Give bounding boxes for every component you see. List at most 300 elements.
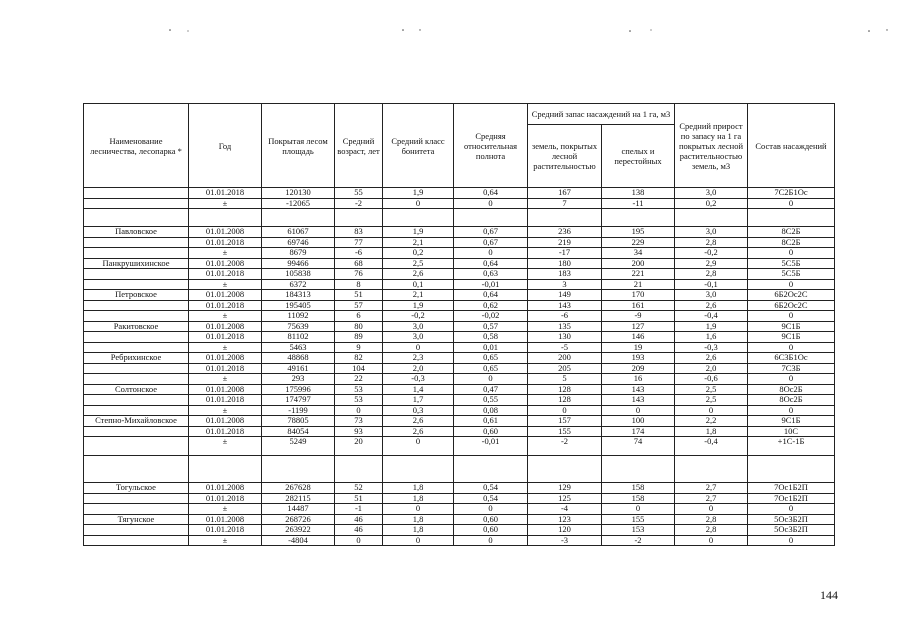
year-cell: 01.01.2018 <box>189 525 262 536</box>
avg-growth-cell: 2,5 <box>675 384 748 395</box>
avg-age-cell: 52 <box>335 483 383 494</box>
empty-cell <box>383 456 454 483</box>
stock-mature-cell: 143 <box>602 384 675 395</box>
forest-area-cell: 8679 <box>262 248 335 259</box>
avg-bonitet-cell: 2,0 <box>383 363 454 374</box>
avg-bonitet-cell: 1,8 <box>383 525 454 536</box>
forest-area-cell: 14487 <box>262 504 335 515</box>
table-row <box>84 384 835 395</box>
empty-cell <box>675 456 748 483</box>
table-row <box>84 279 835 290</box>
empty-cell <box>84 209 189 227</box>
avg-age-cell: 6 <box>335 311 383 322</box>
avg-growth-cell: 2,9 <box>675 258 748 269</box>
avg-density-cell: 0,67 <box>454 237 528 248</box>
empty-cell <box>602 209 675 227</box>
avg-density-cell: 0,62 <box>454 300 528 311</box>
forest-area-cell: 75639 <box>262 321 335 332</box>
forestry-name-cell <box>84 395 189 406</box>
year-cell: 01.01.2008 <box>189 258 262 269</box>
avg-growth-cell: 0 <box>675 504 748 515</box>
table-row <box>84 535 835 546</box>
avg-growth-cell: 1,9 <box>675 321 748 332</box>
stock-mature-cell: 74 <box>602 437 675 456</box>
avg-bonitet-cell: -0,3 <box>383 374 454 385</box>
year-cell: ± <box>189 279 262 290</box>
forestry-name-cell: Степно-Михайловское <box>84 416 189 427</box>
year-cell: 01.01.2008 <box>189 416 262 427</box>
avg-density-cell: 0 <box>454 535 528 546</box>
composition-cell: 0 <box>748 374 835 385</box>
year-cell: 01.01.2018 <box>189 493 262 504</box>
table-row <box>84 332 835 343</box>
stock-covered-cell: 205 <box>528 363 602 374</box>
avg-bonitet-cell: 1,4 <box>383 384 454 395</box>
avg-density-cell: 0,64 <box>454 188 528 199</box>
empty-cell <box>189 456 262 483</box>
year-cell: 01.01.2008 <box>189 353 262 364</box>
avg-growth-cell: 1,8 <box>675 426 748 437</box>
table-row <box>84 483 835 494</box>
forestry-name-cell: Ракитовское <box>84 321 189 332</box>
stock-mature-cell: 146 <box>602 332 675 343</box>
composition-cell: 5С5Б <box>748 269 835 280</box>
avg-growth-cell: 2,8 <box>675 525 748 536</box>
avg-density-cell: 0,65 <box>454 363 528 374</box>
avg-growth-cell: -0,4 <box>675 437 748 456</box>
forestry-name-cell <box>84 269 189 280</box>
forestry-name-cell: Панкрушихинское <box>84 258 189 269</box>
table-row <box>84 258 835 269</box>
table-row <box>84 188 835 199</box>
table-row <box>84 269 835 280</box>
stock-mature-cell: 174 <box>602 426 675 437</box>
avg-growth-cell: -0,4 <box>675 311 748 322</box>
forest-area-cell: -12065 <box>262 198 335 209</box>
composition-cell: 9С1Б <box>748 416 835 427</box>
stock-mature-cell: 200 <box>602 258 675 269</box>
avg-growth-cell: -0,1 <box>675 279 748 290</box>
empty-cell <box>335 209 383 227</box>
empty-cell <box>262 456 335 483</box>
header-growth: Средний прирост по запасу на 1 га покрытых лесной растительностью земель, м3 <box>675 104 748 188</box>
stock-mature-cell: 155 <box>602 514 675 525</box>
composition-cell: 0 <box>748 311 835 322</box>
header-composition: Состав насаждений <box>748 104 835 188</box>
forest-area-cell: 6372 <box>262 279 335 290</box>
composition-cell: 8С2Б <box>748 227 835 238</box>
stock-mature-cell: 153 <box>602 525 675 536</box>
table-row <box>84 321 835 332</box>
stock-mature-cell: 221 <box>602 269 675 280</box>
stock-mature-cell: 158 <box>602 483 675 494</box>
year-cell: 01.01.2008 <box>189 514 262 525</box>
stock-mature-cell: 100 <box>602 416 675 427</box>
composition-cell: 0 <box>748 198 835 209</box>
avg-age-cell: 76 <box>335 269 383 280</box>
composition-cell: 6Б2Ос2С <box>748 300 835 311</box>
avg-growth-cell: 0,2 <box>675 198 748 209</box>
avg-bonitet-cell: 0 <box>383 342 454 353</box>
forestry-name-cell <box>84 237 189 248</box>
forestry-name-cell <box>84 504 189 515</box>
avg-age-cell: -6 <box>335 248 383 259</box>
stock-mature-cell: 229 <box>602 237 675 248</box>
stock-mature-cell: 193 <box>602 353 675 364</box>
forest-area-cell: 175996 <box>262 384 335 395</box>
avg-growth-cell: -0,6 <box>675 374 748 385</box>
empty-cell <box>262 209 335 227</box>
avg-bonitet-cell: 1,9 <box>383 300 454 311</box>
avg-density-cell: 0,54 <box>454 493 528 504</box>
year-cell: 01.01.2008 <box>189 290 262 301</box>
stock-mature-cell: 170 <box>602 290 675 301</box>
avg-growth-cell: 2,7 <box>675 493 748 504</box>
avg-age-cell: 73 <box>335 416 383 427</box>
stock-mature-cell: -11 <box>602 198 675 209</box>
forestry-name-cell <box>84 248 189 259</box>
composition-cell: 0 <box>748 504 835 515</box>
avg-bonitet-cell: 0 <box>383 535 454 546</box>
empty-cell <box>84 456 189 483</box>
forestry-name-cell <box>84 525 189 536</box>
stock-covered-cell: 0 <box>528 405 602 416</box>
avg-bonitet-cell: 3,0 <box>383 321 454 332</box>
year-cell: ± <box>189 198 262 209</box>
forest-area-cell: 282115 <box>262 493 335 504</box>
avg-age-cell: 80 <box>335 321 383 332</box>
composition-cell: 5С5Б <box>748 258 835 269</box>
avg-age-cell: 0 <box>335 405 383 416</box>
empty-cell <box>748 209 835 227</box>
forestry-name-cell <box>84 311 189 322</box>
stock-covered-cell: 180 <box>528 258 602 269</box>
avg-growth-cell: 2,5 <box>675 395 748 406</box>
avg-density-cell: 0,47 <box>454 384 528 395</box>
composition-cell: 10С <box>748 426 835 437</box>
stock-covered-cell: -3 <box>528 535 602 546</box>
forest-area-cell: 184313 <box>262 290 335 301</box>
forest-area-cell: 195405 <box>262 300 335 311</box>
year-cell: 01.01.2018 <box>189 426 262 437</box>
avg-growth-cell: 2,2 <box>675 416 748 427</box>
forest-area-cell: 61067 <box>262 227 335 238</box>
avg-age-cell: 51 <box>335 290 383 301</box>
stock-covered-cell: 130 <box>528 332 602 343</box>
avg-age-cell: 53 <box>335 395 383 406</box>
year-cell: 01.01.2018 <box>189 363 262 374</box>
forest-area-cell: 69746 <box>262 237 335 248</box>
forestry-name-cell <box>84 332 189 343</box>
avg-age-cell: 53 <box>335 384 383 395</box>
stock-covered-cell: 236 <box>528 227 602 238</box>
table-row <box>84 248 835 259</box>
table-row <box>84 290 835 301</box>
forest-area-cell: 268726 <box>262 514 335 525</box>
year-cell: 01.01.2018 <box>189 237 262 248</box>
composition-cell: 7С2Б1Ос <box>748 188 835 199</box>
avg-growth-cell: 2,6 <box>675 353 748 364</box>
composition-cell: 0 <box>748 248 835 259</box>
avg-growth-cell: -0,3 <box>675 342 748 353</box>
table-row <box>84 514 835 525</box>
stock-mature-cell: 161 <box>602 300 675 311</box>
avg-age-cell: 104 <box>335 363 383 374</box>
forestry-name-cell: Тогульское <box>84 483 189 494</box>
stock-mature-cell: 19 <box>602 342 675 353</box>
forest-area-cell: -4804 <box>262 535 335 546</box>
composition-cell: 7Ос1Б2П <box>748 483 835 494</box>
empty-cell <box>454 456 528 483</box>
forestry-name-cell: Тягунское <box>84 514 189 525</box>
avg-growth-cell: 2,8 <box>675 269 748 280</box>
avg-age-cell: 46 <box>335 525 383 536</box>
composition-cell: +1С-1Б <box>748 437 835 456</box>
stock-covered-cell: 219 <box>528 237 602 248</box>
table-row <box>84 395 835 406</box>
stock-mature-cell: -9 <box>602 311 675 322</box>
forest-area-cell: 84054 <box>262 426 335 437</box>
forestry-name-cell <box>84 198 189 209</box>
avg-bonitet-cell: 0,1 <box>383 279 454 290</box>
avg-bonitet-cell: 2,6 <box>383 426 454 437</box>
table-row <box>84 300 835 311</box>
year-cell: ± <box>189 437 262 456</box>
composition-cell: 8Ос2Б <box>748 384 835 395</box>
forest-area-cell: 11092 <box>262 311 335 322</box>
forestry-name-cell <box>84 188 189 199</box>
avg-density-cell: 0 <box>454 504 528 515</box>
composition-cell: 8С2Б <box>748 237 835 248</box>
stock-covered-cell: 123 <box>528 514 602 525</box>
forestry-name-cell: Павловское <box>84 227 189 238</box>
forest-area-cell: 99466 <box>262 258 335 269</box>
forestry-name-cell <box>84 535 189 546</box>
stock-mature-cell: 16 <box>602 374 675 385</box>
avg-bonitet-cell: 2,1 <box>383 237 454 248</box>
stock-mature-cell: 0 <box>602 405 675 416</box>
avg-growth-cell: 2,0 <box>675 363 748 374</box>
stock-mature-cell: 138 <box>602 188 675 199</box>
composition-cell: 0 <box>748 405 835 416</box>
stock-covered-cell: 149 <box>528 290 602 301</box>
avg-bonitet-cell: 1,9 <box>383 188 454 199</box>
avg-density-cell: 0,64 <box>454 290 528 301</box>
table-row <box>84 416 835 427</box>
stock-covered-cell: 129 <box>528 483 602 494</box>
stock-mature-cell: 158 <box>602 493 675 504</box>
composition-cell: 6С3Б1Ос <box>748 353 835 364</box>
header-density: Средняя относительная полнота <box>454 104 528 188</box>
avg-growth-cell: 2,8 <box>675 514 748 525</box>
year-cell: 01.01.2008 <box>189 227 262 238</box>
avg-growth-cell: 1,6 <box>675 332 748 343</box>
table-row <box>84 525 835 536</box>
avg-density-cell: 0,60 <box>454 426 528 437</box>
table-row <box>84 405 835 416</box>
year-cell: ± <box>189 248 262 259</box>
stock-covered-cell: 167 <box>528 188 602 199</box>
table-row <box>84 342 835 353</box>
year-cell: ± <box>189 405 262 416</box>
avg-bonitet-cell: 1,8 <box>383 493 454 504</box>
avg-growth-cell: 0 <box>675 405 748 416</box>
empty-cell <box>454 209 528 227</box>
avg-age-cell: 82 <box>335 353 383 364</box>
empty-cell <box>602 456 675 483</box>
composition-cell: 9С1Б <box>748 332 835 343</box>
avg-bonitet-cell: 1,8 <box>383 483 454 494</box>
forest-area-cell: 81102 <box>262 332 335 343</box>
avg-bonitet-cell: 0 <box>383 198 454 209</box>
stock-covered-cell: -5 <box>528 342 602 353</box>
stock-mature-cell: 143 <box>602 395 675 406</box>
avg-bonitet-cell: 1,8 <box>383 514 454 525</box>
avg-growth-cell: 2,7 <box>675 483 748 494</box>
forestry-name-cell: Ребрихинское <box>84 353 189 364</box>
avg-density-cell: 0,58 <box>454 332 528 343</box>
avg-bonitet-cell: 2,6 <box>383 416 454 427</box>
avg-density-cell: -0,01 <box>454 279 528 290</box>
avg-growth-cell: 3,0 <box>675 290 748 301</box>
avg-density-cell: 0,54 <box>454 483 528 494</box>
composition-cell: 9С1Б <box>748 321 835 332</box>
avg-bonitet-cell: 0,3 <box>383 405 454 416</box>
avg-age-cell: 0 <box>335 535 383 546</box>
stock-covered-cell: -17 <box>528 248 602 259</box>
forest-stats-table <box>83 103 835 546</box>
year-cell: 01.01.2018 <box>189 332 262 343</box>
stock-covered-cell: 157 <box>528 416 602 427</box>
avg-age-cell: 51 <box>335 493 383 504</box>
stock-mature-cell: 209 <box>602 363 675 374</box>
header-bonitet: Средний класс бонитета <box>383 104 454 188</box>
empty-cell <box>528 456 602 483</box>
page-number: 144 <box>820 588 838 602</box>
avg-age-cell: 83 <box>335 227 383 238</box>
avg-age-cell: 22 <box>335 374 383 385</box>
avg-growth-cell: 0 <box>675 535 748 546</box>
forest-area-cell: 120130 <box>262 188 335 199</box>
stock-covered-cell: 5 <box>528 374 602 385</box>
avg-growth-cell: -0,2 <box>675 248 748 259</box>
header-name: Наименование лесничества, лесопарка * <box>84 104 189 188</box>
avg-density-cell: 0,01 <box>454 342 528 353</box>
avg-age-cell: 89 <box>335 332 383 343</box>
empty-cell <box>675 209 748 227</box>
forestry-name-cell <box>84 493 189 504</box>
avg-age-cell: 20 <box>335 437 383 456</box>
forestry-name-cell: Петровское <box>84 290 189 301</box>
avg-density-cell: 0,63 <box>454 269 528 280</box>
avg-age-cell: 93 <box>335 426 383 437</box>
composition-cell: 5Ос3Б2П <box>748 525 835 536</box>
avg-age-cell: 57 <box>335 300 383 311</box>
empty-cell <box>748 456 835 483</box>
header-area: Покрытая лесом площадь <box>262 104 335 188</box>
table-row <box>84 198 835 209</box>
forestry-name-cell <box>84 374 189 385</box>
avg-density-cell: 0 <box>454 374 528 385</box>
table-row <box>84 493 835 504</box>
stock-covered-cell: 120 <box>528 525 602 536</box>
avg-density-cell: -0,02 <box>454 311 528 322</box>
year-cell: 01.01.2018 <box>189 300 262 311</box>
avg-age-cell: 8 <box>335 279 383 290</box>
table-row <box>84 209 835 227</box>
stock-covered-cell: 135 <box>528 321 602 332</box>
year-cell: 01.01.2018 <box>189 188 262 199</box>
year-cell: ± <box>189 374 262 385</box>
header-stock-covered: земель, покрытых лесной растительностью <box>528 125 602 188</box>
stock-mature-cell: 195 <box>602 227 675 238</box>
avg-density-cell: 0,67 <box>454 227 528 238</box>
composition-cell: 6Б2Ос2С <box>748 290 835 301</box>
forestry-name-cell: Солтонское <box>84 384 189 395</box>
avg-bonitet-cell: 1,9 <box>383 227 454 238</box>
empty-cell <box>383 209 454 227</box>
forest-area-cell: 267628 <box>262 483 335 494</box>
stock-covered-cell: 128 <box>528 384 602 395</box>
forest-area-cell: 48868 <box>262 353 335 364</box>
table-row <box>84 353 835 364</box>
composition-cell: 7С3Б <box>748 363 835 374</box>
forestry-name-cell <box>84 363 189 374</box>
year-cell: 01.01.2008 <box>189 321 262 332</box>
forestry-name-cell <box>84 300 189 311</box>
avg-bonitet-cell: -0,2 <box>383 311 454 322</box>
forest-area-cell: 105838 <box>262 269 335 280</box>
table-row <box>84 504 835 515</box>
avg-growth-cell: 3,0 <box>675 188 748 199</box>
year-cell: ± <box>189 342 262 353</box>
stock-covered-cell: 3 <box>528 279 602 290</box>
empty-cell <box>528 209 602 227</box>
stock-mature-cell: 0 <box>602 504 675 515</box>
forest-area-cell: 5463 <box>262 342 335 353</box>
table-row <box>84 456 835 483</box>
avg-density-cell: 0,60 <box>454 514 528 525</box>
avg-bonitet-cell: 0 <box>383 437 454 456</box>
forestry-name-cell <box>84 426 189 437</box>
scan-specks <box>0 0 905 60</box>
table-row <box>84 237 835 248</box>
year-cell: 01.01.2008 <box>189 384 262 395</box>
year-cell: ± <box>189 311 262 322</box>
empty-cell <box>189 209 262 227</box>
avg-density-cell: 0,65 <box>454 353 528 364</box>
stock-covered-cell: -4 <box>528 504 602 515</box>
avg-bonitet-cell: 2,5 <box>383 258 454 269</box>
avg-age-cell: 55 <box>335 188 383 199</box>
avg-density-cell: 0,64 <box>454 258 528 269</box>
avg-density-cell: 0,57 <box>454 321 528 332</box>
year-cell: ± <box>189 504 262 515</box>
table-row <box>84 437 835 456</box>
stock-covered-cell: 7 <box>528 198 602 209</box>
forest-area-cell: 174797 <box>262 395 335 406</box>
stock-covered-cell: 125 <box>528 493 602 504</box>
forest-area-cell: -1199 <box>262 405 335 416</box>
composition-cell: 8Ос2Б <box>748 395 835 406</box>
stock-covered-cell: 183 <box>528 269 602 280</box>
stock-mature-cell: 34 <box>602 248 675 259</box>
table-row <box>84 363 835 374</box>
avg-age-cell: -2 <box>335 198 383 209</box>
header-year: Год <box>189 104 262 188</box>
avg-bonitet-cell: 2,6 <box>383 269 454 280</box>
composition-cell: 0 <box>748 279 835 290</box>
